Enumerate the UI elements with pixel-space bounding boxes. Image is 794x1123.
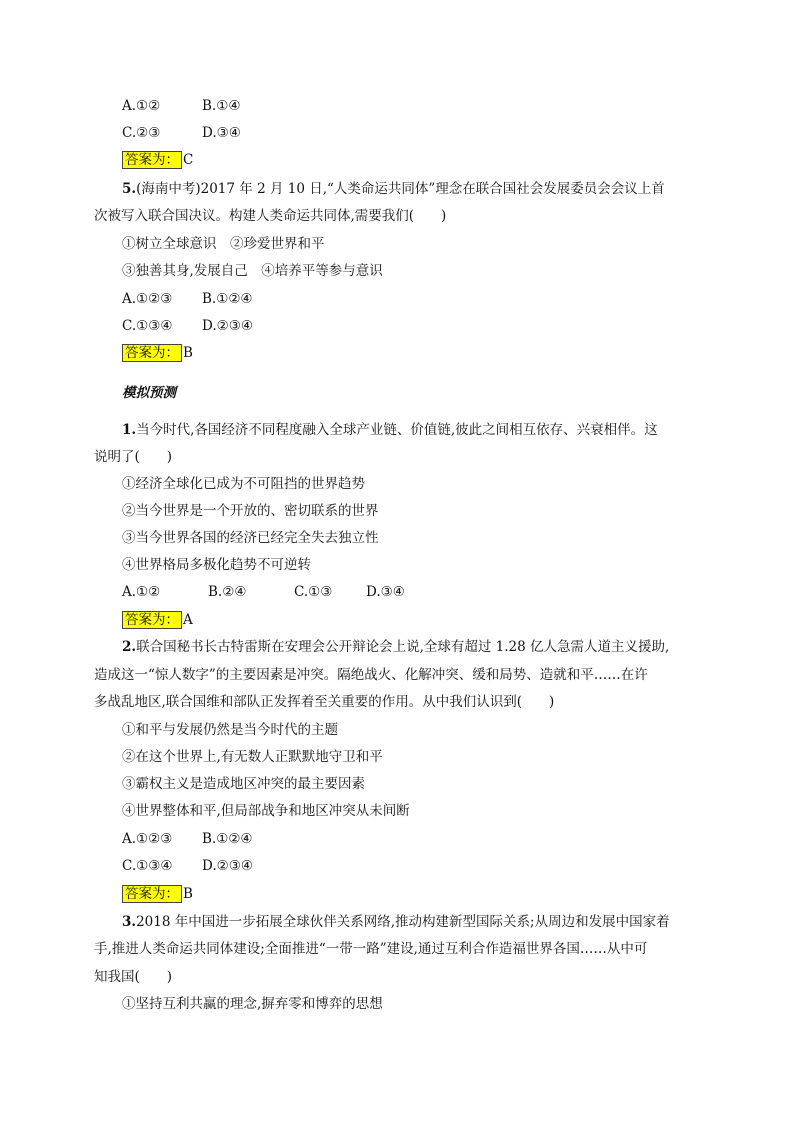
p1-option-c: C.①③ — [294, 584, 333, 600]
p3-number: 3. — [122, 914, 137, 930]
q4-options-row-1 — [122, 97, 240, 115]
p2-stem-line-3: 多战乱地区,联合国维和部队正发挥着至关重要的作用。从中我们认识到( ) — [94, 694, 555, 710]
q4-answer — [122, 151, 193, 169]
p3-stem-line-3: 知我国( ) — [94, 969, 173, 985]
p2-options-row-1 — [122, 830, 253, 848]
q5-option-b: B.①②④ — [202, 291, 253, 307]
p3-stem-line-2: 手,推进人类命运共同体建设;全面推进“一带一路”建设,通过互利合作造福世界各国……从中可 — [94, 941, 648, 957]
p1-answer-label: 答案为： — [122, 611, 182, 629]
q5-options-row-1 — [122, 290, 253, 308]
p1-option-b: B.②④ — [208, 584, 247, 600]
q5-stem-text-1: (海南中考)2017 年 2 月 10 日,“人类命运共同体”理念在联合国社会发展委员会会议上首 — [136, 181, 665, 197]
p1-stem-line-2: 说明了( ) — [94, 449, 173, 465]
q5-number: 5. — [122, 181, 137, 197]
p3-stem-line-1 — [122, 913, 670, 931]
q5-answer-value: B — [183, 345, 193, 361]
p1-answer — [122, 611, 193, 629]
p3-statement-1: ①坚持互利共赢的理念,摒弃零和博弈的思想 — [122, 996, 383, 1012]
p1-stem-text-1: 当今时代,各国经济不同程度融入全球产业链、价值链,彼此之间相互依存、兴衰相伴。这 — [136, 422, 658, 438]
p2-statement-3: ③霸权主义是造成地区冲突的最主要因素 — [122, 776, 365, 792]
p2-answer-label: 答案为： — [122, 885, 182, 903]
q5-option-c: C.①③④ — [122, 318, 173, 334]
section-title: 模拟预测 — [122, 385, 176, 401]
q5-stem-line-2: 次被写入联合国决议。构建人类命运共同体,需要我们( ) — [94, 208, 447, 224]
q5-options-row-2 — [122, 317, 253, 335]
q4-option-c: C.②③ — [122, 125, 161, 141]
p1-stem-line-1 — [122, 421, 658, 439]
q4-option-d: D.③④ — [202, 125, 241, 141]
p2-option-d: D.②③④ — [202, 858, 253, 874]
q4-option-b: B.①④ — [202, 98, 241, 114]
p2-number: 2. — [122, 639, 137, 655]
q4-option-a: A.①② — [122, 98, 161, 114]
p1-statement-3: ③当今世界各国的经济已经完全失去独立性 — [122, 530, 379, 546]
p1-statement-2: ②当今世界是一个开放的、密切联系的世界 — [122, 503, 379, 519]
p2-option-b: B.①②④ — [202, 831, 253, 847]
p1-option-a: A.①② — [122, 584, 161, 600]
p2-statement-1: ①和平与发展仍然是当今时代的主题 — [122, 722, 338, 738]
p3-stem-text-1: 2018 年中国进一步拓展全球伙伴关系网络,推动构建新型国际关系;从周边和发展中国家着 — [136, 914, 670, 930]
p2-options-row-2 — [122, 857, 253, 875]
p1-statement-4: ④世界格局多极化趋势不可逆转 — [122, 557, 311, 573]
q5-stem-line-1 — [122, 180, 665, 198]
p2-stem-text-1: 联合国秘书长古特雷斯在安理会公开辩论会上说,全球有超过 1.28 亿人急需人道主义援助, — [136, 639, 670, 655]
p2-stem-line-2: 造成这一“惊人数字”的主要因素是冲突。隔绝战火、化解冲突、缓和局势、造就和平……在许 — [94, 667, 648, 683]
p1-answer-value: A — [183, 612, 193, 628]
p2-option-c: C.①③④ — [122, 858, 173, 874]
p2-answer — [122, 885, 193, 903]
p2-stem-line-1 — [122, 638, 669, 656]
q5-option-a: A.①②③ — [122, 291, 173, 307]
p2-answer-value: B — [183, 886, 193, 902]
q5-statement-1: ①树立全球意识 ②珍爱世界和平 — [122, 236, 325, 252]
q5-answer-label: 答案为： — [122, 344, 182, 362]
q4-answer-value: C — [183, 152, 194, 168]
p1-number: 1. — [122, 422, 137, 438]
p1-option-d: D.③④ — [366, 584, 405, 600]
p2-option-a: A.①②③ — [122, 831, 173, 847]
p2-statement-2: ②在这个世界上,有无数人正默默地守卫和平 — [122, 749, 383, 765]
q5-answer — [122, 344, 193, 362]
q5-option-d: D.②③④ — [202, 318, 253, 334]
p1-options-row — [122, 583, 405, 601]
q4-options-row-2 — [122, 124, 241, 142]
p1-statement-1: ①经济全球化已成为不可阻挡的世界趋势 — [122, 476, 365, 492]
q5-statement-2: ③独善其身,发展自己 ④培养平等参与意识 — [122, 263, 383, 279]
q4-answer-label: 答案为： — [122, 151, 182, 169]
p2-statement-4: ④世界整体和平,但局部战争和地区冲突从未间断 — [122, 803, 410, 819]
